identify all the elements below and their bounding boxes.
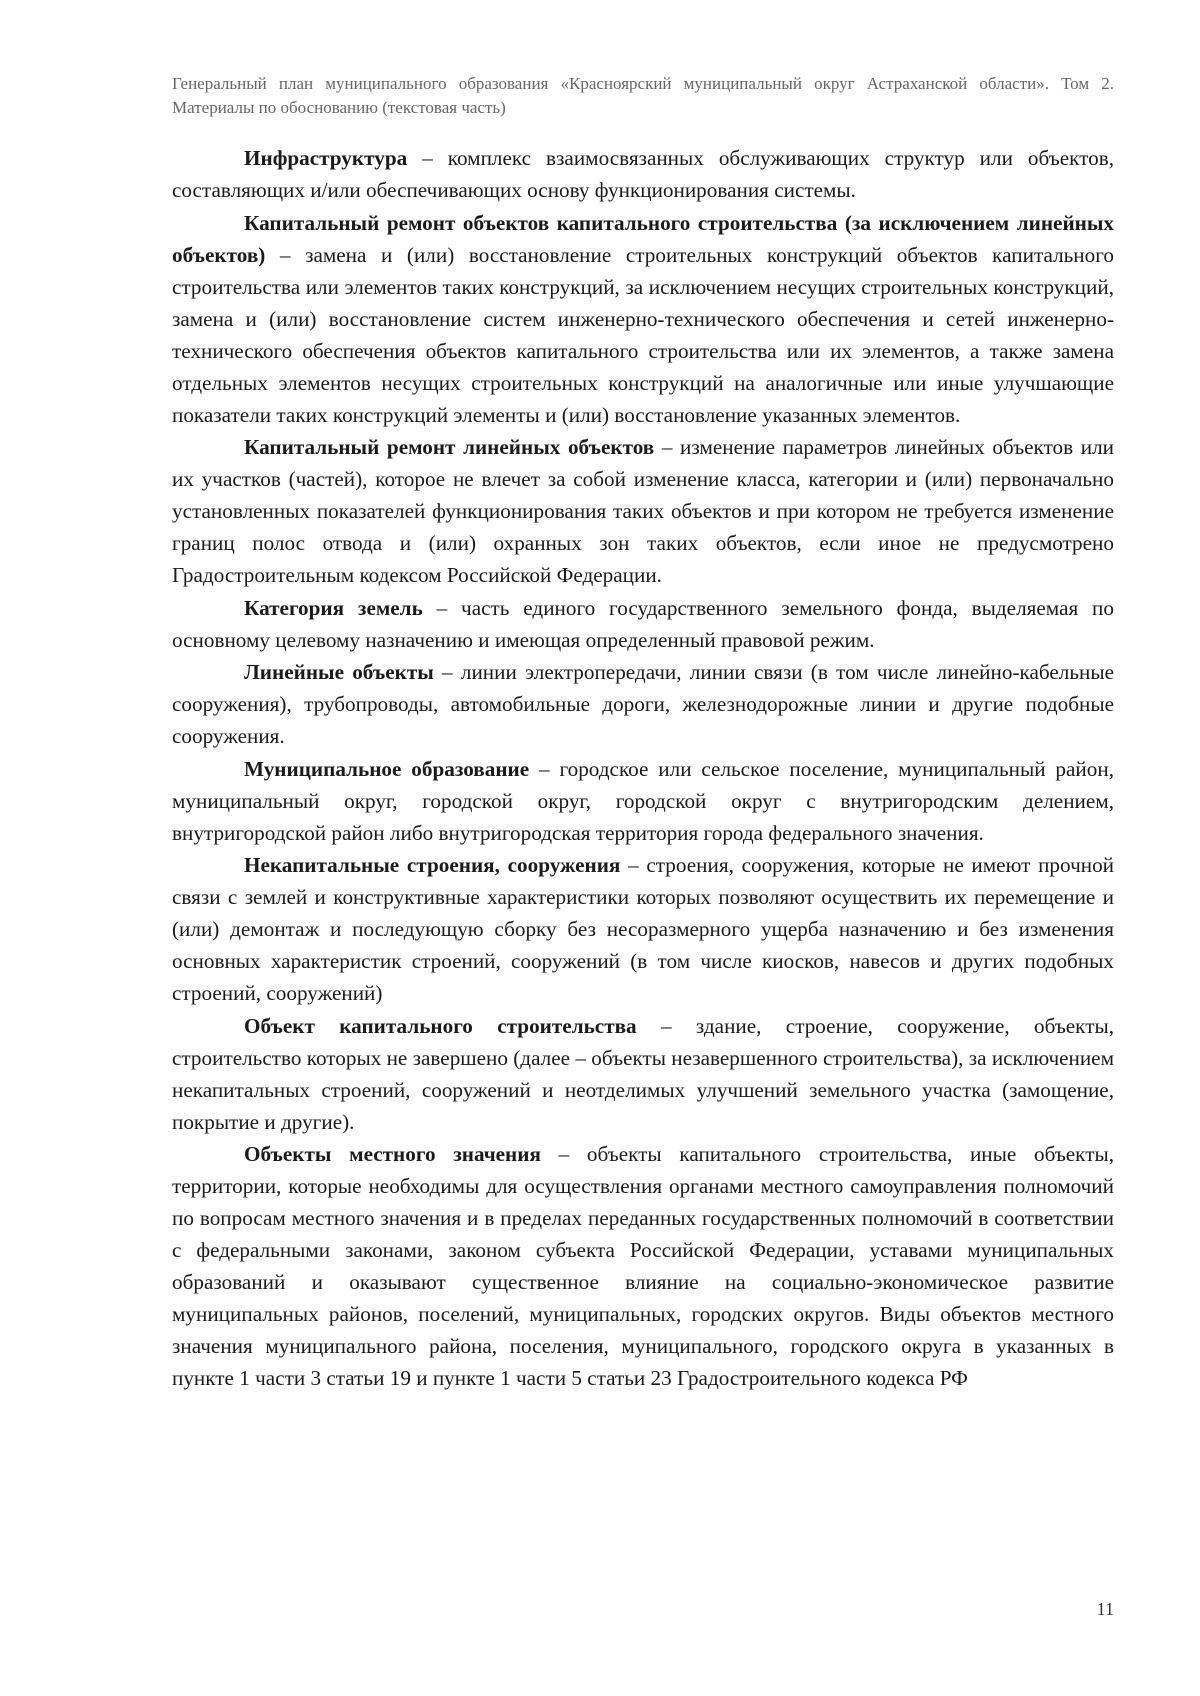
page-number: 11 (1096, 1599, 1114, 1619)
term: Объекты местного значения (244, 1142, 541, 1166)
definition-municipality (172, 753, 1114, 849)
term-definition: – линии электропередачи, линии связи (в том числе линейно-кабельные сооружения), трубопроводы, автомобильные дороги, железнодорожные линии и другие подобные сооружения. (172, 660, 1115, 748)
term-definition: – изменение параметров линейных объектов или их участков (частей), которое не влечет за собой изменение класса, категории и (или) первоначально установленных показателей функционирования таких объектов и при котором не требуется изменение границ полос отвода и (или) охранных зон таких объектов, если иное не предусмотрено Градостроительным кодексом Российской Федерации. (172, 435, 1115, 587)
definition-land-category (172, 592, 1114, 656)
definition-capital-repair-linear (172, 431, 1114, 591)
term: Капитальный ремонт объектов капитального строительства (за исключением линейных объектов) (172, 210, 1114, 267)
term: Некапитальные строения, сооружения (244, 853, 621, 877)
definition-infrastructure (172, 142, 1114, 206)
definition-capital-repair-buildings (172, 207, 1114, 431)
definition-non-capital-structures (172, 849, 1114, 1009)
term: Линейные объекты (244, 660, 434, 684)
term: Муниципальное образование (244, 756, 530, 781)
term-definition: – городское или сельское поселение, муниципальный район, муниципальный округ, городской округ, городской округ с внутригородским делением, внутригородской район либо внутригородская территория города федерального значения. (172, 756, 1114, 845)
term-definition: – строения, сооружения, которые не имеют прочной связи с землей и конструктивные характеристики которых позволяют осуществить их перемещение и (или) демонтаж и последующую сборку без несоразмерного ущерба назначению и без изменения основных характеристик строений, сооружений (в том числе киосков, навесов и других подобных строений, сооружений) (172, 853, 1114, 1005)
term: Капитальный ремонт линейных объектов (244, 435, 655, 459)
definition-local-objects (172, 1138, 1114, 1394)
term: Категория земель (244, 595, 423, 620)
running-header: Генеральный план муниципального образования «Красноярский муниципальный округ Астраханской области». Том 2. Материалы по обоснованию (текстовая часть) (172, 74, 1114, 117)
definition-capital-construction-object (172, 1010, 1114, 1138)
definition-linear-objects (172, 656, 1114, 752)
definitions-list (172, 142, 1114, 1395)
term-definition: – часть единого государственного земельного фонда, выделяемая по основному целевому назначению и имеющая определенный правовой режим. (172, 595, 1114, 652)
term-definition: – объекты капитального строительства, иные объекты, территории, которые необходимы для осуществления органами местного самоуправления полномочий по вопросам местного значения и в пределах переданных государственных полномочий в соответствии с федеральными законами, законом субъекта Российской Федерации, уставами муниципальных образований и оказывают существенное влияние на социально-экономическое развитие муниципальных районов, поселений, муниципальных, городских округов. Виды объектов местного значения муниципального района, поселения, муниципального, городского округа в указанных в пункте 1 части 3 статьи 19 и пункте 1 части 5 статьи 23 Градостроительного кодекса РФ (172, 1142, 1114, 1390)
term: Объект капитального строительства (244, 1013, 637, 1038)
term-definition: – здание, строение, сооружение, объекты, строительство которых не завершено (далее – объекты незавершенного строительства), за исключением некапитальных строений, сооружений и неотделимых улучшений земельного участка (замощение, покрытие и другие). (172, 1013, 1114, 1134)
term-definition: – комплекс взаимосвязанных обслуживающих структур или объектов, составляющих и/или обеспечивающих основу функционирования системы. (172, 146, 1114, 202)
term-definition: – замена и (или) восстановление строительных конструкций объектов капитального строительства или элементов таких конструкций, за исключением несущих строительных конструкций, замена и (или) восстановление систем инженерно-технического обеспечения и сетей инженерно-технического обеспечения объектов капитального строительства или их элементов, а также замена отдельных элементов несущих строительных конструкций на аналогичные или иные улучшающие показатели таких конструкций элементы и (или) восстановление указанных элементов. (172, 242, 1114, 427)
term: Инфраструктура (244, 146, 408, 170)
